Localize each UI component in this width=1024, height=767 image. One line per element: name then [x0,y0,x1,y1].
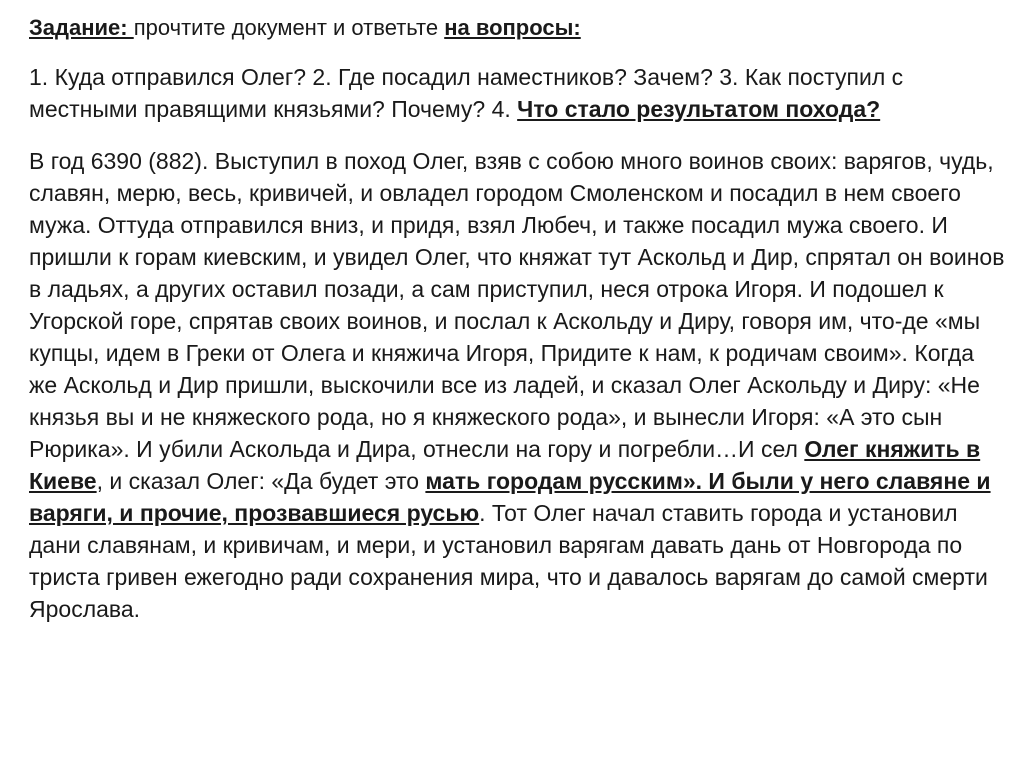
task-emphasis: на вопросы: [444,15,581,40]
document-highlight-2: мать городам русским». И были у него славяне и варяги, и прочие, прозвавшиеся русью [29,468,991,526]
question-4-emphasis: Что стало результатом похода? [517,96,881,122]
questions [29,61,1006,125]
document-text [29,145,1006,625]
task-line [29,13,1006,43]
document-part-2: , и сказал Олег: «Да будет это [96,468,426,494]
questions-text: 1. Куда отправился Олег? 2. Где посадил наместников? Зачем? 3. Как поступил с местными правящими князьями? Почему? 4. [29,64,904,122]
task-text: прочтите документ и ответьте [133,15,445,40]
document-part-1: В год 6390 (882). Выступил в поход Олег, взяв с собою много воинов своих: варягов, чудь, славян, мерю, весь, кривичей, и овладел городом Смоленском и посадил в нем своего мужа. Оттуда отправился вниз, и придя, взял Любеч, и также посадил мужа своего. И пришли к горам киевским, и увидел Олег, что княжат тут Аскольд и Дир, спрятал он воинов в ладьях, а других оставил позади, а сам приступил, неся отрока Игоря. И подошел к Угорской горе, спрятав своих воинов, и послал к Аскольду и Диру, говоря им, что-де «мы купцы, идем в Греки от Олега и княжича Игоря, Придите к нам, к родичам своим». Когда же Аскольд и Дир пришли, выскочили все из ладей, и сказал Олег Аскольду и Диру: «Не князья вы и не княжеского рода, но я княжеского рода», и вынесли Игоря: «А это сын Рюрика». И убили Аскольда и Дира, отнесли на гору и погребли…И сел [29,148,1005,462]
task-label: Задание: [29,15,134,40]
document-part-3: . Тот Олег начал ставить города и установил дани славянам, и кривичам, и мери, и установил варягам давать дань от Новгорода по триста гривен ежегодно ради сохранения мира, что и давалось варягам до самой смерти Ярослава. [29,500,988,622]
document-highlight-1: Олег княжить в Киеве [29,436,981,494]
